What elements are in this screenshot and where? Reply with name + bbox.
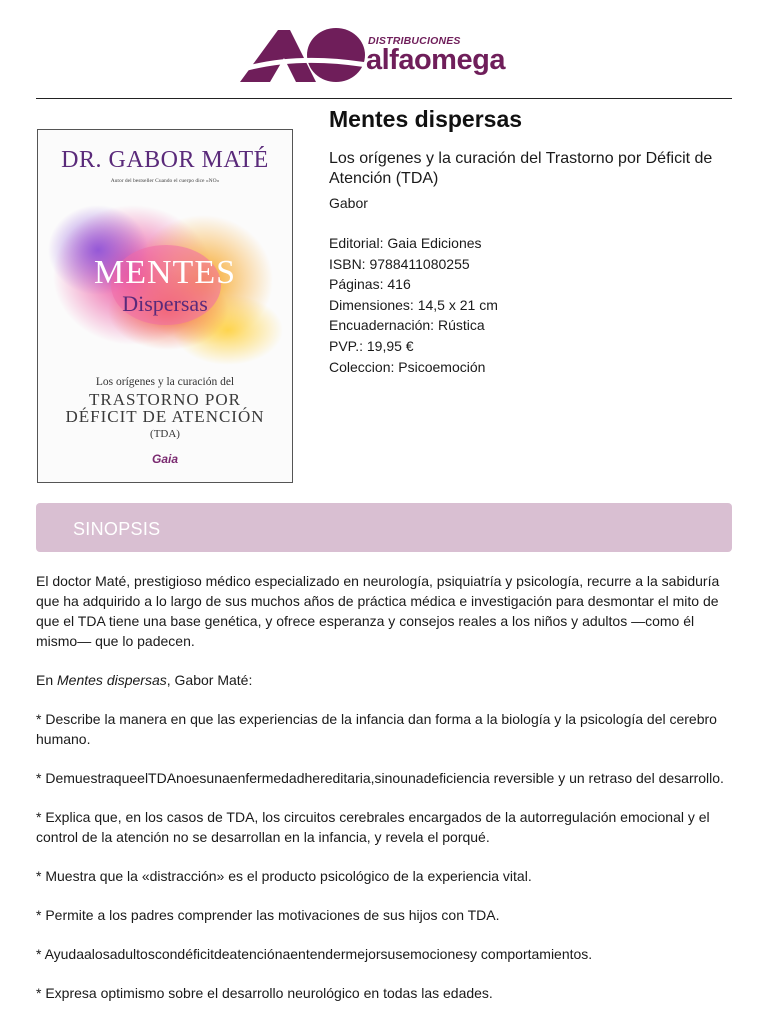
logo-alfaomega-text: alfaomega bbox=[366, 44, 505, 76]
synopsis-text bbox=[36, 571, 736, 1022]
cover-blurb: Autor del bestseller Cuando el cuerpo dice «NO» bbox=[110, 178, 220, 184]
synopsis-bullet: * Expresa optimismo sobre el desarrollo neurológico en todas las edades. bbox=[36, 985, 493, 1001]
sinopsis-label: SINOPSIS bbox=[73, 519, 161, 539]
header bbox=[0, 0, 768, 98]
synopsis-lead bbox=[36, 670, 736, 690]
lead-prefix: En bbox=[36, 672, 58, 688]
cover-tagline-deficit: DÉFICIT DE ATENCIÓN bbox=[65, 407, 265, 426]
synopsis-bullet: * Explica que, en los casos de TDA, los circuitos cerebrales encargados de la autorregulación emocional y el control de la atención no se desarrollan en la infancia, y revela el porqué. bbox=[36, 809, 710, 845]
book-author: Gabor bbox=[329, 195, 368, 211]
synopsis-intro: El doctor Maté, prestigioso médico especializado en neurología, psiquiatría y psicología, recurre a la sabiduría que ha adquirido a lo largo de sus muchos años de práctica médica e investigación para desmontar el mito de que el TDA tiene una base genética, y ofrece esperanza y consejos reales a los niños y adultos —como él mismo— que lo padecen. bbox=[36, 573, 720, 649]
header-divider bbox=[36, 98, 732, 99]
detail-paginas: Páginas: 416 bbox=[329, 276, 411, 293]
cover-publisher-logo: Gaia bbox=[151, 452, 178, 466]
synopsis-bullet: * Ayudaalosadultoscondéficitdeatenciónaentendermejorsusemocionesy comportamientos. bbox=[36, 946, 593, 962]
cover-title: MENTES bbox=[94, 254, 236, 291]
detail-editorial: Editorial: Gaia Ediciones bbox=[329, 235, 482, 251]
cover-tagline-trastorno: TRASTORNO POR bbox=[88, 390, 242, 409]
detail-coleccion: Coleccion: Psicoemoción bbox=[329, 358, 486, 375]
alfaomega-logo[interactable] bbox=[238, 26, 528, 88]
detail-dimensiones: Dimensiones: 14,5 x 21 cm bbox=[329, 296, 498, 313]
book-subtitle: Los orígenes y la curación del Trastorno por Déficit de Atención (TDA) bbox=[329, 150, 713, 187]
logo-distribuciones-text: DISTRIBUCIONES bbox=[368, 35, 461, 47]
book-info bbox=[329, 104, 729, 377]
cover-tagline: Los orígenes y la curación del bbox=[95, 376, 235, 388]
cover-tagline-tda: (TDA) bbox=[150, 428, 180, 440]
alfaomega-logo-icon bbox=[238, 26, 368, 84]
book-cover[interactable] bbox=[37, 129, 293, 483]
sinopsis-section-header bbox=[36, 503, 732, 552]
synopsis-bullet: * Muestra que la «distracción» es el producto psicológico de la experiencia vital. bbox=[36, 868, 532, 884]
synopsis-bullet: * Describe la manera en que las experiencias de la infancia dan forma a la biología y la psicología del cerebro humano. bbox=[36, 711, 717, 747]
lead-suffix: , Gabor Maté: bbox=[166, 672, 253, 688]
detail-encuadernacion: Encuadernación: Rústica bbox=[329, 317, 485, 334]
detail-pvp: PVP.: 19,95 € bbox=[329, 337, 414, 354]
cover-author: DR. GABOR MATÉ bbox=[61, 147, 269, 173]
lead-book-title: Mentes dispersas bbox=[57, 672, 167, 688]
book-details bbox=[329, 233, 729, 377]
synopsis-bullet: * DemuestraqueelTDAnoesunaenfermedadhereditaria,sinounadeficiencia reversible y un retraso del desarrollo. bbox=[36, 770, 724, 786]
synopsis-bullet: * Permite a los padres comprender las motivaciones de sus hijos con TDA. bbox=[36, 907, 500, 923]
detail-isbn: ISBN: 9788411080255 bbox=[329, 255, 470, 272]
book-title: Mentes dispersas bbox=[329, 106, 523, 132]
cover-subtitle: Dispersas bbox=[122, 291, 208, 316]
